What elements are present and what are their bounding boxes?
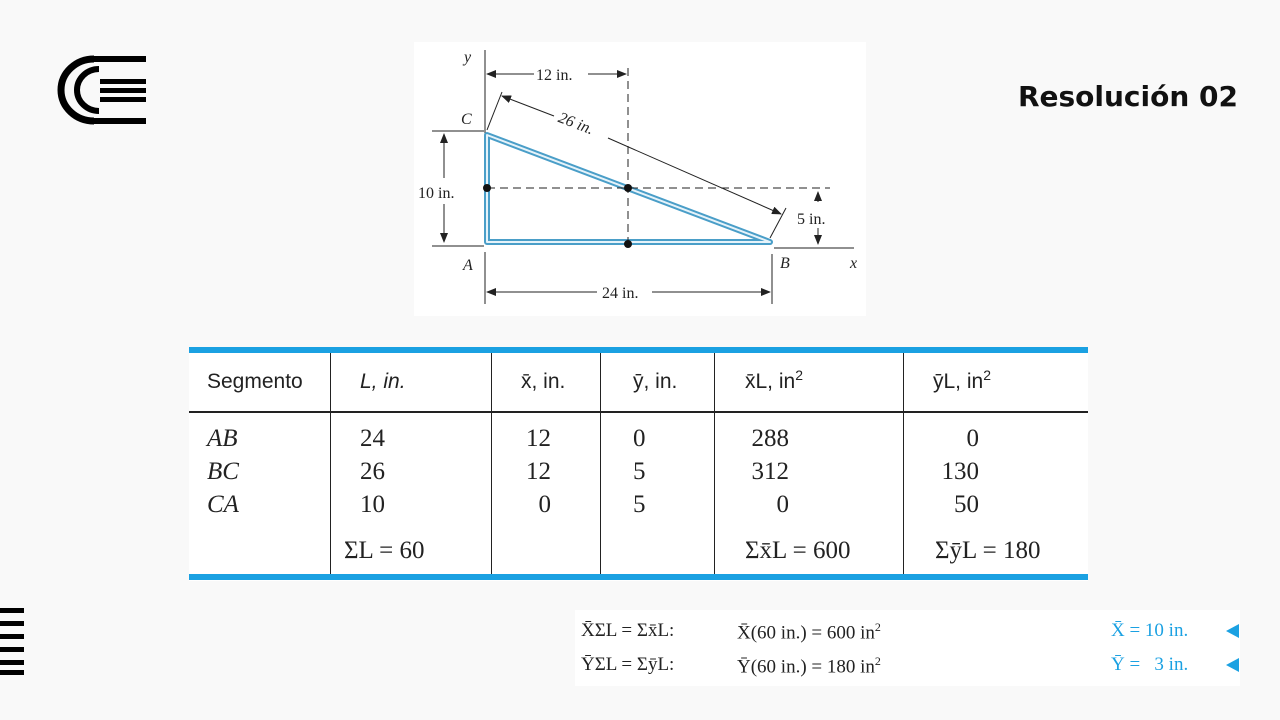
row-ca-l: 10 [360, 491, 385, 518]
row-bc-segment: BC [207, 458, 239, 485]
dim-12-label: 12 in. [536, 67, 573, 84]
dim-24-label: 24 in. [602, 285, 639, 302]
university-logo [54, 55, 149, 125]
dim-5-label: 5 in. [797, 211, 826, 228]
centroid-table [189, 347, 1088, 581]
eq1-left: X̄ΣL = Σx̄L: [581, 620, 675, 641]
row-ab-x: 12 [526, 425, 551, 452]
eq2-mid-text: Ȳ(60 in.) = 180 in [737, 656, 875, 678]
eq2-left: ȲΣL = ΣȳL: [581, 654, 675, 675]
row-ca-yl: 50 [954, 491, 979, 518]
header-xl [745, 353, 803, 411]
row-ca-xl: 0 [776, 491, 789, 518]
eq1-mid [737, 620, 881, 644]
header-segmento: Segmento [207, 370, 303, 393]
point-a-label: A [463, 257, 473, 274]
sum-yl: ΣȳL = 180 [935, 537, 1041, 564]
row-ab-segment: AB [207, 425, 238, 452]
eq2-sup: 2 [874, 654, 881, 668]
header-xl-label: x̄L, in [745, 370, 796, 393]
header-yl-sup: 2 [983, 367, 991, 383]
header-y-bar: ȳ, in. [633, 370, 678, 393]
row-ab-xl: 288 [751, 425, 789, 452]
slide-title: Resolución 02 [1017, 80, 1238, 113]
sum-xl: Σx̄L = 600 [745, 537, 851, 564]
eq1-sup: 2 [874, 620, 881, 634]
dim-26-label: 26 in. [555, 109, 596, 139]
header-xl-sup: 2 [795, 367, 803, 383]
row-bc-y: 5 [633, 458, 646, 485]
eq1-result: X̄ = 10 in. [1111, 620, 1189, 641]
equations-block [575, 610, 1240, 686]
row-ca-y: 5 [633, 491, 646, 518]
y-axis-label: y [464, 49, 472, 66]
x-axis-label: x [850, 255, 858, 272]
eq2-result-arrow-icon [1226, 658, 1239, 672]
eq1-result-arrow-icon [1226, 624, 1239, 638]
row-ca-segment: CA [207, 491, 239, 518]
sum-l: ΣL = 60 [344, 537, 425, 564]
header-yl [933, 353, 991, 411]
eq1-mid-text: X̄(60 in.) = 600 in [737, 622, 875, 644]
eq2-mid [737, 654, 881, 678]
header-x-bar: x̄, in. [521, 370, 566, 393]
row-ab-yl: 0 [966, 425, 979, 452]
row-bc-x: 12 [526, 458, 551, 485]
triangle-figure [414, 42, 866, 316]
side-stripes-icon [0, 606, 26, 676]
header-yl-label: ȳL, in [933, 370, 984, 393]
row-ca-x: 0 [538, 491, 551, 518]
dim-10-label: 10 in. [418, 185, 455, 202]
table-bottom-border [189, 574, 1088, 580]
eq2-result: Ȳ = 3 in. [1111, 654, 1189, 675]
row-ab-l: 24 [360, 425, 385, 452]
row-ab-y: 0 [633, 425, 646, 452]
point-c-label: C [461, 111, 472, 128]
row-bc-xl: 312 [751, 458, 789, 485]
row-bc-l: 26 [360, 458, 385, 485]
point-b-label: B [780, 255, 790, 272]
header-length: L, in. [360, 370, 406, 393]
row-bc-yl: 130 [941, 458, 979, 485]
